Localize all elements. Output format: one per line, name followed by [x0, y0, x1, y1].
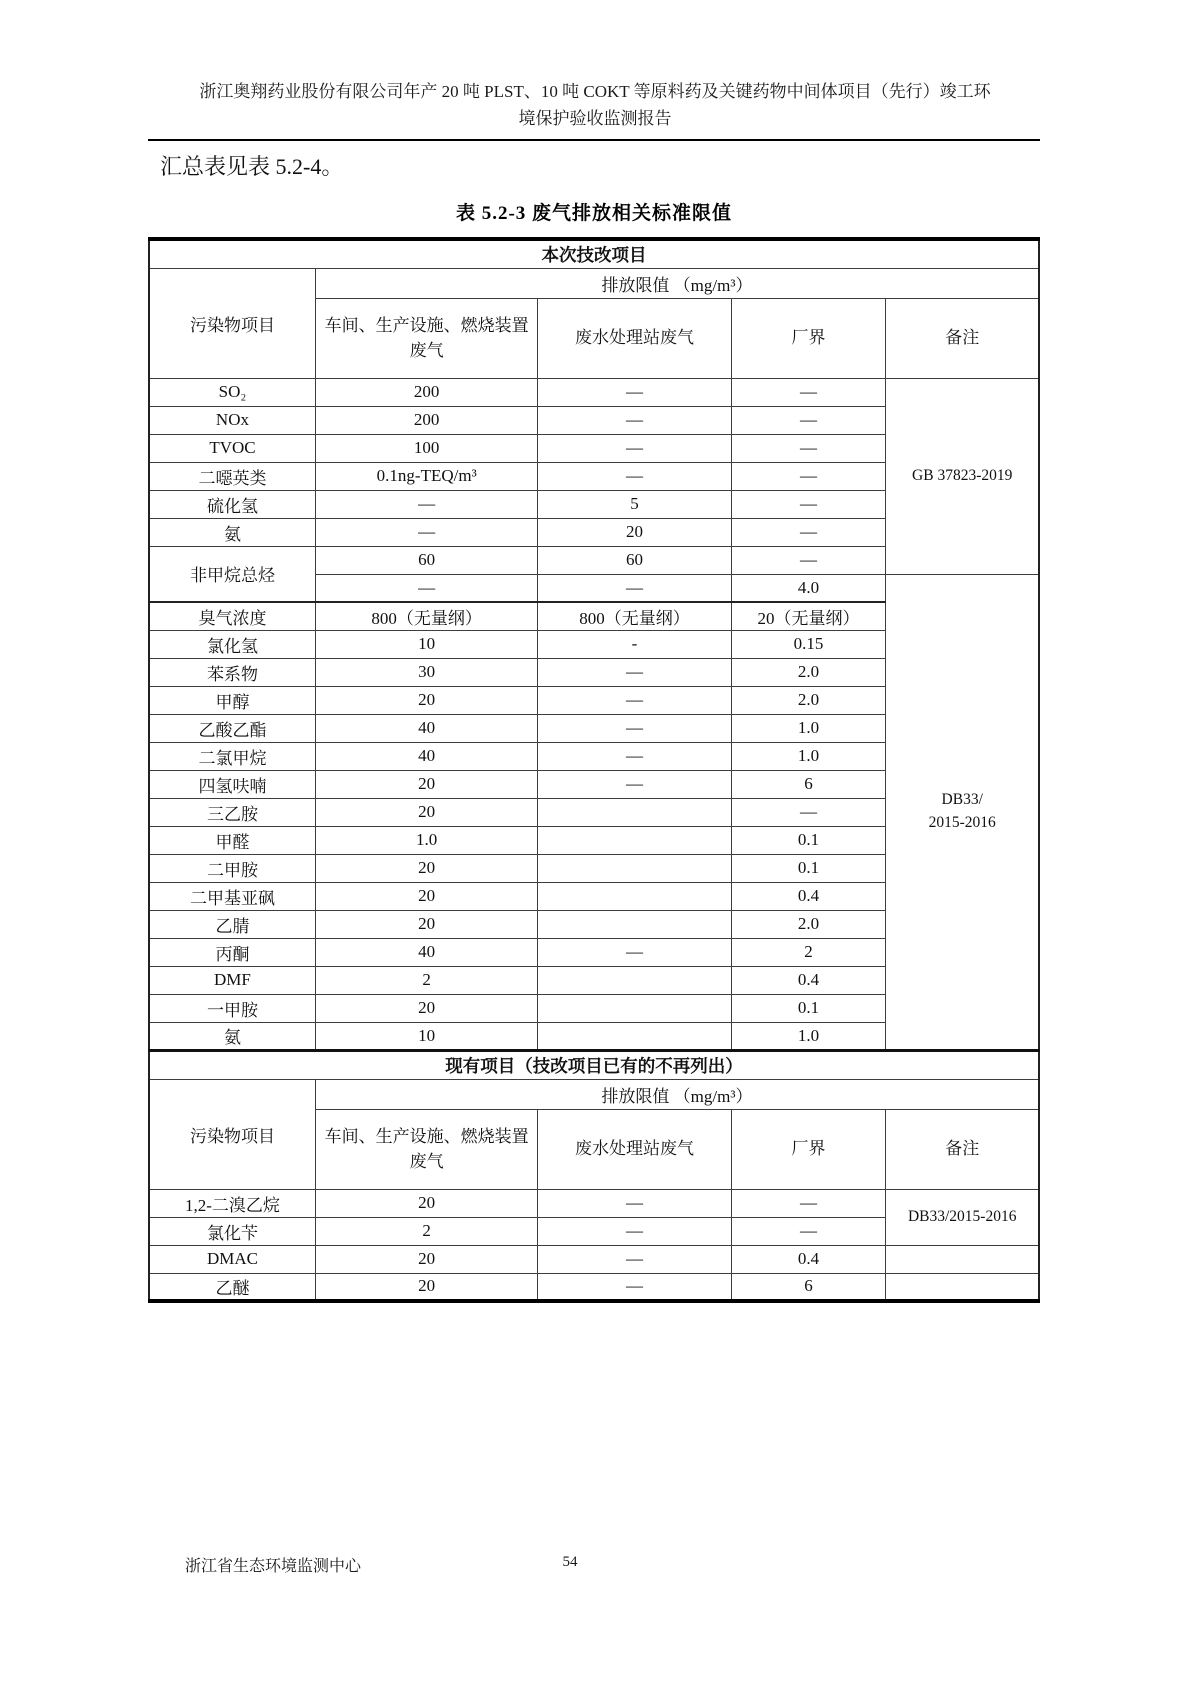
wastewater-limit-cell: - — [538, 630, 731, 658]
wastewater-limit-cell — [538, 854, 731, 882]
workshop-limit-cell: 20 — [315, 1273, 538, 1301]
wastewater-limit-cell — [538, 994, 731, 1022]
pollutant-cell: DMAC — [149, 1245, 315, 1273]
workshop-limit-cell: 20 — [315, 798, 538, 826]
table-title: 表 5.2-3 废气排放相关标准限值 — [455, 203, 733, 224]
pollutant-cell: 二噁英类 — [149, 462, 315, 490]
workshop-limit-cell: 1.0 — [315, 826, 538, 854]
pollutant-cell: 甲醇 — [149, 686, 315, 714]
section2-title: 现有项目（技改项目已有的不再列出） — [149, 1050, 1039, 1079]
remark-cell-empty — [886, 1273, 1039, 1301]
workshop-limit-cell: 20 — [315, 770, 538, 798]
remark-cell-db33: DB33/2015-2016 — [886, 1189, 1039, 1245]
pollutant-cell: 三乙胺 — [149, 798, 315, 826]
limit-column-header: 排放限值 （mg/m³） — [315, 268, 1039, 298]
emission-limits-table — [148, 237, 1040, 1303]
workshop-limit-cell: 60 — [315, 546, 538, 574]
workshop-limit-cell: 20 — [315, 686, 538, 714]
boundary-limit-cell: 0.1 — [731, 826, 886, 854]
pollutant-column-header: 污染物项目 — [149, 268, 315, 378]
pollutant-cell: 二甲基亚砜 — [149, 882, 315, 910]
wastewater-limit-cell — [538, 826, 731, 854]
wastewater-column-header: 废水处理站废气 — [538, 298, 731, 378]
wastewater-limit-cell: — — [538, 1189, 731, 1217]
wastewater-limit-cell: 5 — [538, 490, 731, 518]
boundary-limit-cell: — — [731, 1189, 886, 1217]
workshop-limit-cell: 20 — [315, 1189, 538, 1217]
workshop-column-header: 车间、生产设施、燃烧装置废气 — [315, 298, 538, 378]
pollutant-cell: 甲醛 — [149, 826, 315, 854]
section1-header-row-1 — [149, 268, 1039, 298]
boundary-column-header: 厂界 — [731, 1109, 886, 1189]
boundary-limit-cell: 1.0 — [731, 742, 886, 770]
workshop-limit-cell: 40 — [315, 714, 538, 742]
pollutant-cell: 氨 — [149, 518, 315, 546]
pollutant-cell: 四氢呋喃 — [149, 770, 315, 798]
wastewater-limit-cell: — — [538, 742, 731, 770]
workshop-limit-cell: — — [315, 518, 538, 546]
pollutant-cell: 苯系物 — [149, 658, 315, 686]
pollutant-cell: 臭气浓度 — [149, 602, 315, 630]
wastewater-limit-cell: — — [538, 714, 731, 742]
wastewater-column-header: 废水处理站废气 — [538, 1109, 731, 1189]
wastewater-limit-cell: — — [538, 686, 731, 714]
pollutant-cell: 丙酮 — [149, 938, 315, 966]
workshop-limit-cell: 800（无量纲） — [315, 602, 538, 630]
wastewater-limit-cell: 20 — [538, 518, 731, 546]
wastewater-limit-cell: 60 — [538, 546, 731, 574]
pollutant-cell: TVOC — [149, 434, 315, 462]
workshop-column-header: 车间、生产设施、燃烧装置废气 — [315, 1109, 538, 1189]
boundary-limit-cell: 4.0 — [731, 574, 886, 602]
boundary-limit-cell: — — [731, 1217, 886, 1245]
pollutant-cell: 乙醚 — [149, 1273, 315, 1301]
wastewater-limit-cell: — — [538, 1217, 731, 1245]
section1-title-row — [149, 239, 1039, 268]
workshop-limit-cell: — — [315, 490, 538, 518]
workshop-limit-cell: 20 — [315, 994, 538, 1022]
pollutant-cell: 非甲烷总烃 — [149, 546, 315, 602]
pollutant-cell: SO₂ — [149, 378, 315, 406]
wastewater-limit-cell: — — [538, 434, 731, 462]
pollutant-column-header: 污染物项目 — [149, 1079, 315, 1189]
remark-cell-db33 — [886, 574, 1039, 1050]
remark-cell-gb: GB 37823-2019 — [886, 378, 1039, 574]
workshop-limit-cell: 30 — [315, 658, 538, 686]
wastewater-limit-cell: — — [538, 938, 731, 966]
workshop-limit-cell: 200 — [315, 378, 538, 406]
wastewater-limit-cell: — — [538, 406, 731, 434]
wastewater-limit-cell: 800（无量纲） — [538, 602, 731, 630]
wastewater-limit-cell: — — [538, 574, 731, 602]
workshop-limit-cell: 20 — [315, 882, 538, 910]
workshop-limit-cell: 2 — [315, 1217, 538, 1245]
boundary-limit-cell: — — [731, 490, 886, 518]
boundary-limit-cell: 2.0 — [731, 686, 886, 714]
wastewater-limit-cell: — — [538, 770, 731, 798]
boundary-limit-cell: 0.4 — [731, 966, 886, 994]
workshop-limit-cell: 20 — [315, 910, 538, 938]
boundary-limit-cell: — — [731, 378, 886, 406]
workshop-limit-cell: 0.1ng-TEQ/m³ — [315, 462, 538, 490]
wastewater-limit-cell — [538, 798, 731, 826]
footer-organization: 浙江省生态环境监测中心 — [185, 1558, 362, 1575]
table-row — [149, 1189, 1039, 1217]
workshop-limit-cell: 40 — [315, 938, 538, 966]
pollutant-cell: 1,2-二溴乙烷 — [149, 1189, 315, 1217]
boundary-limit-cell: — — [731, 434, 886, 462]
table-row — [149, 1245, 1039, 1273]
header-line-2: 境保护验收监测报告 — [518, 109, 672, 128]
workshop-limit-cell: 20 — [315, 854, 538, 882]
workshop-limit-cell: 10 — [315, 1022, 538, 1050]
wastewater-limit-cell: — — [538, 1273, 731, 1301]
boundary-limit-cell: — — [731, 546, 886, 574]
boundary-limit-cell: 2.0 — [731, 658, 886, 686]
pollutant-cell: DMF — [149, 966, 315, 994]
wastewater-limit-cell — [538, 882, 731, 910]
boundary-limit-cell: 2 — [731, 938, 886, 966]
boundary-limit-cell: 0.1 — [731, 854, 886, 882]
pollutant-cell: 氯化苄 — [149, 1217, 315, 1245]
workshop-limit-cell: 20 — [315, 1245, 538, 1273]
workshop-limit-cell: 200 — [315, 406, 538, 434]
boundary-limit-cell: 1.0 — [731, 1022, 886, 1050]
pollutant-cell: 二甲胺 — [149, 854, 315, 882]
wastewater-limit-cell: — — [538, 1245, 731, 1273]
pollutant-cell: NOx — [149, 406, 315, 434]
section1-title: 本次技改项目 — [149, 239, 1039, 268]
page-number: 54 — [562, 1554, 578, 1570]
workshop-limit-cell: 10 — [315, 630, 538, 658]
pollutant-cell: 乙腈 — [149, 910, 315, 938]
pollutant-cell: 氯化氢 — [149, 630, 315, 658]
boundary-limit-cell: — — [731, 798, 886, 826]
pollutant-cell: 一甲胺 — [149, 994, 315, 1022]
page-header — [145, 78, 1045, 132]
boundary-limit-cell: 0.15 — [731, 630, 886, 658]
boundary-limit-cell: 6 — [731, 770, 886, 798]
table-row — [149, 378, 1039, 406]
remark-column-header: 备注 — [886, 1109, 1039, 1189]
limit-column-header: 排放限值 （mg/m³） — [315, 1079, 1039, 1109]
header-line-1: 浙江奥翔药业股份有限公司年产 20 吨 PLST、10 吨 COKT 等原料药及关键药物中间体项目（先行）竣工环 — [199, 82, 991, 101]
wastewater-limit-cell — [538, 966, 731, 994]
section2-title-row — [149, 1050, 1039, 1079]
boundary-limit-cell: — — [731, 462, 886, 490]
wastewater-limit-cell: — — [538, 462, 731, 490]
workshop-limit-cell: 40 — [315, 742, 538, 770]
boundary-limit-cell: 0.4 — [731, 1245, 886, 1273]
boundary-limit-cell: 1.0 — [731, 714, 886, 742]
wastewater-limit-cell — [538, 910, 731, 938]
remark-db33-line1: DB33/ — [941, 791, 983, 809]
boundary-limit-cell: 2.0 — [731, 910, 886, 938]
boundary-limit-cell: 6 — [731, 1273, 886, 1301]
workshop-limit-cell: 100 — [315, 434, 538, 462]
boundary-column-header: 厂界 — [731, 298, 886, 378]
section2-header-row-1 — [149, 1079, 1039, 1109]
boundary-limit-cell: 0.1 — [731, 994, 886, 1022]
remark-column-header: 备注 — [886, 298, 1039, 378]
boundary-limit-cell: — — [731, 518, 886, 546]
table-row — [149, 1273, 1039, 1301]
remark-cell-empty — [886, 1245, 1039, 1273]
pollutant-cell: 乙酸乙酯 — [149, 714, 315, 742]
wastewater-limit-cell: — — [538, 658, 731, 686]
pollutant-cell: 氨 — [149, 1022, 315, 1050]
header-divider — [148, 139, 1040, 141]
wastewater-limit-cell: — — [538, 378, 731, 406]
boundary-limit-cell: 20（无量纲） — [731, 602, 886, 630]
boundary-limit-cell: 0.4 — [731, 882, 886, 910]
pollutant-cell: 二氯甲烷 — [149, 742, 315, 770]
wastewater-limit-cell — [538, 1022, 731, 1050]
workshop-limit-cell: 2 — [315, 966, 538, 994]
remark-db33-line2: 2015-2016 — [928, 813, 996, 831]
intro-text: 汇总表见表 5.2-4。 — [160, 154, 344, 179]
boundary-limit-cell: — — [731, 406, 886, 434]
workshop-limit-cell: — — [315, 574, 538, 602]
pollutant-cell: 硫化氢 — [149, 490, 315, 518]
